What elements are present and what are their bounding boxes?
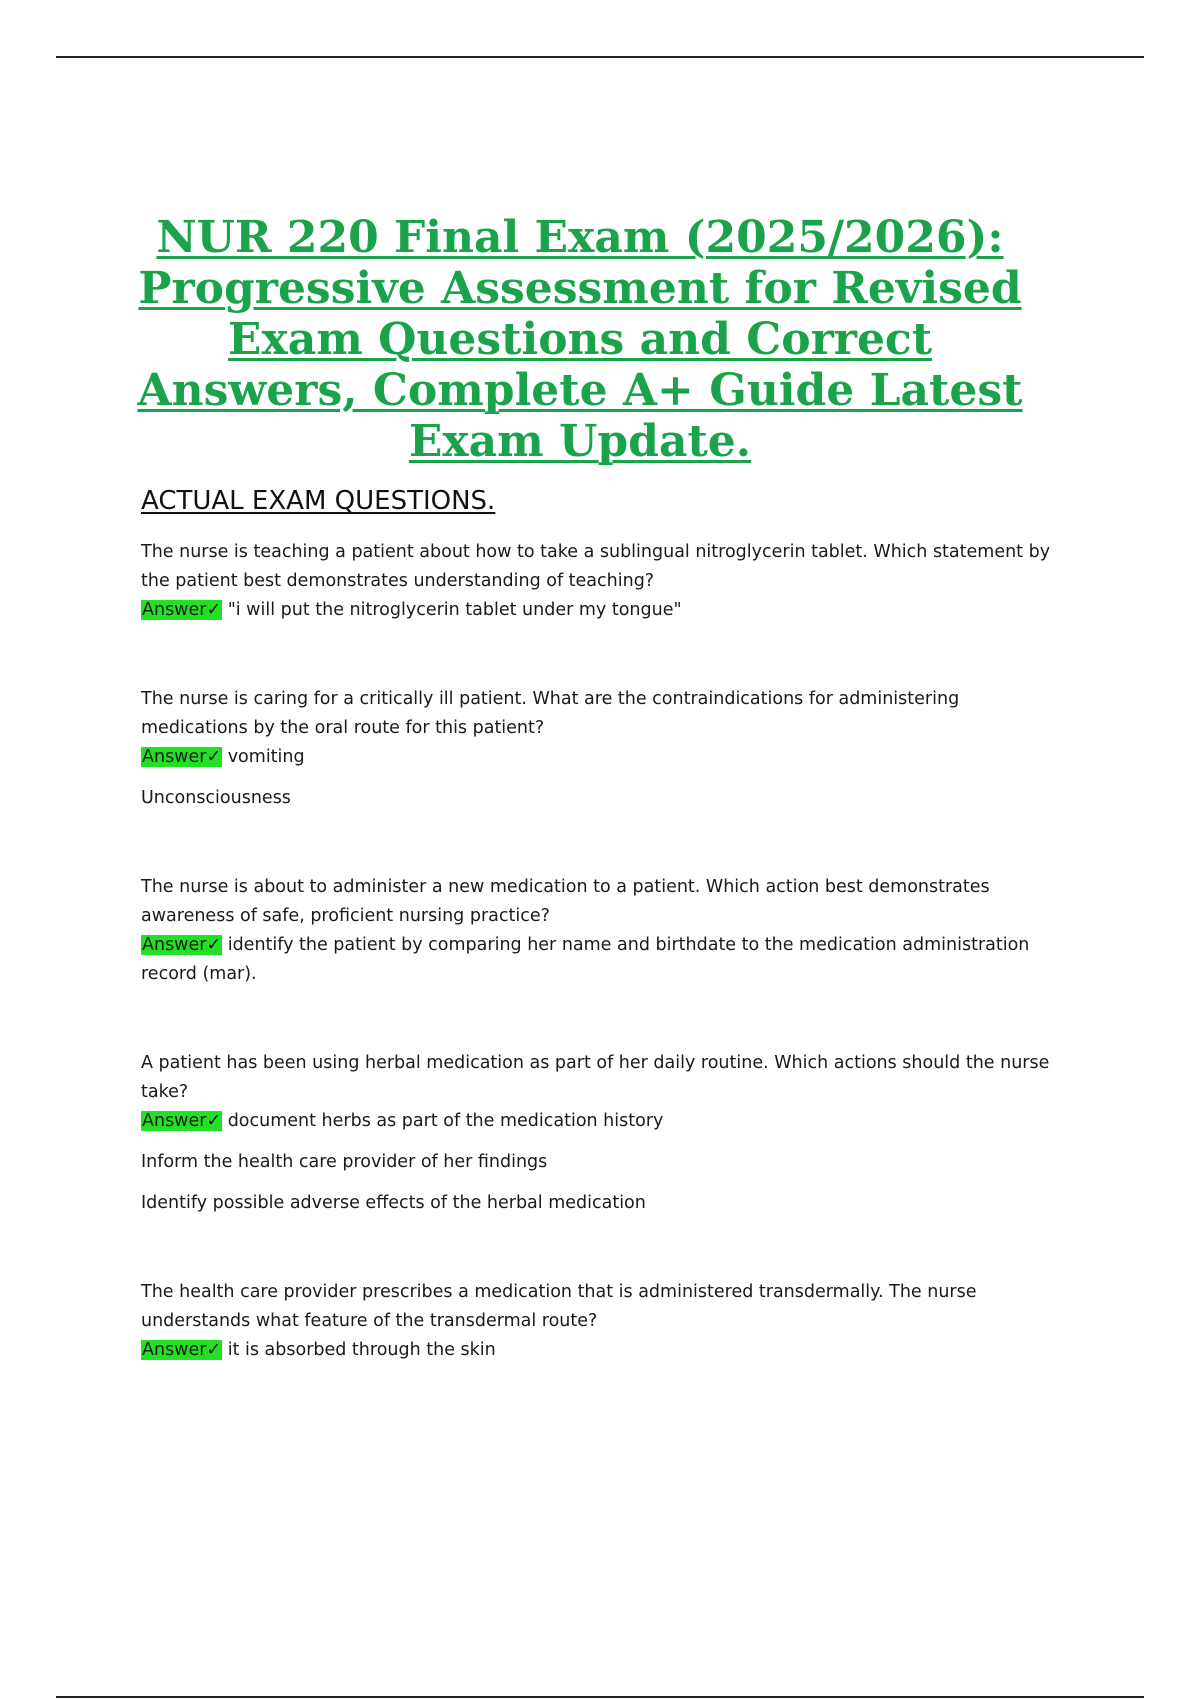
answer-text: vomiting xyxy=(227,747,305,767)
answer-line xyxy=(141,931,1061,989)
question-list xyxy=(141,538,1061,1365)
answer-line xyxy=(141,743,1061,772)
question-text: The nurse is caring for a critically ill patient. What are the contraindications for administering medications by the oral route for this patient? xyxy=(141,689,960,738)
question-text: A patient has been using herbal medication as part of her daily routine. Which actions should the nurse take? xyxy=(141,1053,1050,1102)
question-block xyxy=(141,873,1061,989)
answer-line xyxy=(141,596,1061,625)
additional-answer: Inform the health care provider of her findings xyxy=(141,1152,548,1172)
answer-label: Answer✓ xyxy=(142,935,222,955)
question-block xyxy=(141,1278,1061,1365)
answer-text: document herbs as part of the medication history xyxy=(227,1111,664,1131)
question-text: The nurse is teaching a patient about how to take a sublingual nitroglycerin tablet. Which statement by the patient best demonstrates understanding of teaching? xyxy=(141,542,1051,591)
additional-answer: Identify possible adverse effects of the herbal medication xyxy=(141,1193,646,1213)
answer-label: Answer✓ xyxy=(142,747,222,767)
answer-line xyxy=(141,1336,1061,1365)
question-block xyxy=(141,685,1061,813)
question-text: The health care provider prescribes a medication that is administered transdermally. The nurse understands what feature of the transdermal route? xyxy=(141,1282,977,1331)
answer-text: "i will put the nitroglycerin tablet under my tongue" xyxy=(227,600,682,620)
answer-label: Answer✓ xyxy=(142,1340,222,1360)
answer-text: identify the patient by comparing her name and birthdate to the medication administration record (mar). xyxy=(141,935,1030,984)
answer-line xyxy=(141,1107,1061,1136)
answer-label: Answer✓ xyxy=(142,1111,222,1131)
question-text: The nurse is about to administer a new medication to a patient. Which action best demonstrates awareness of safe, proficient nursing practice? xyxy=(141,877,990,926)
answer-text: it is absorbed through the skin xyxy=(227,1340,496,1360)
section-heading: ACTUAL EXAM QUESTIONS. xyxy=(141,486,496,516)
additional-answer: Unconsciousness xyxy=(141,788,291,808)
question-block xyxy=(141,538,1061,625)
document-title: NUR 220 Final Exam (2025/2026): Progressive Assessment for Revised Exam Questions and Correct Answers, Complete A+ Guide Latest Exam Update. xyxy=(137,212,1023,467)
answer-label: Answer✓ xyxy=(142,600,222,620)
top-rule xyxy=(56,56,1144,58)
bottom-rule xyxy=(56,1696,1144,1698)
question-block xyxy=(141,1049,1061,1218)
